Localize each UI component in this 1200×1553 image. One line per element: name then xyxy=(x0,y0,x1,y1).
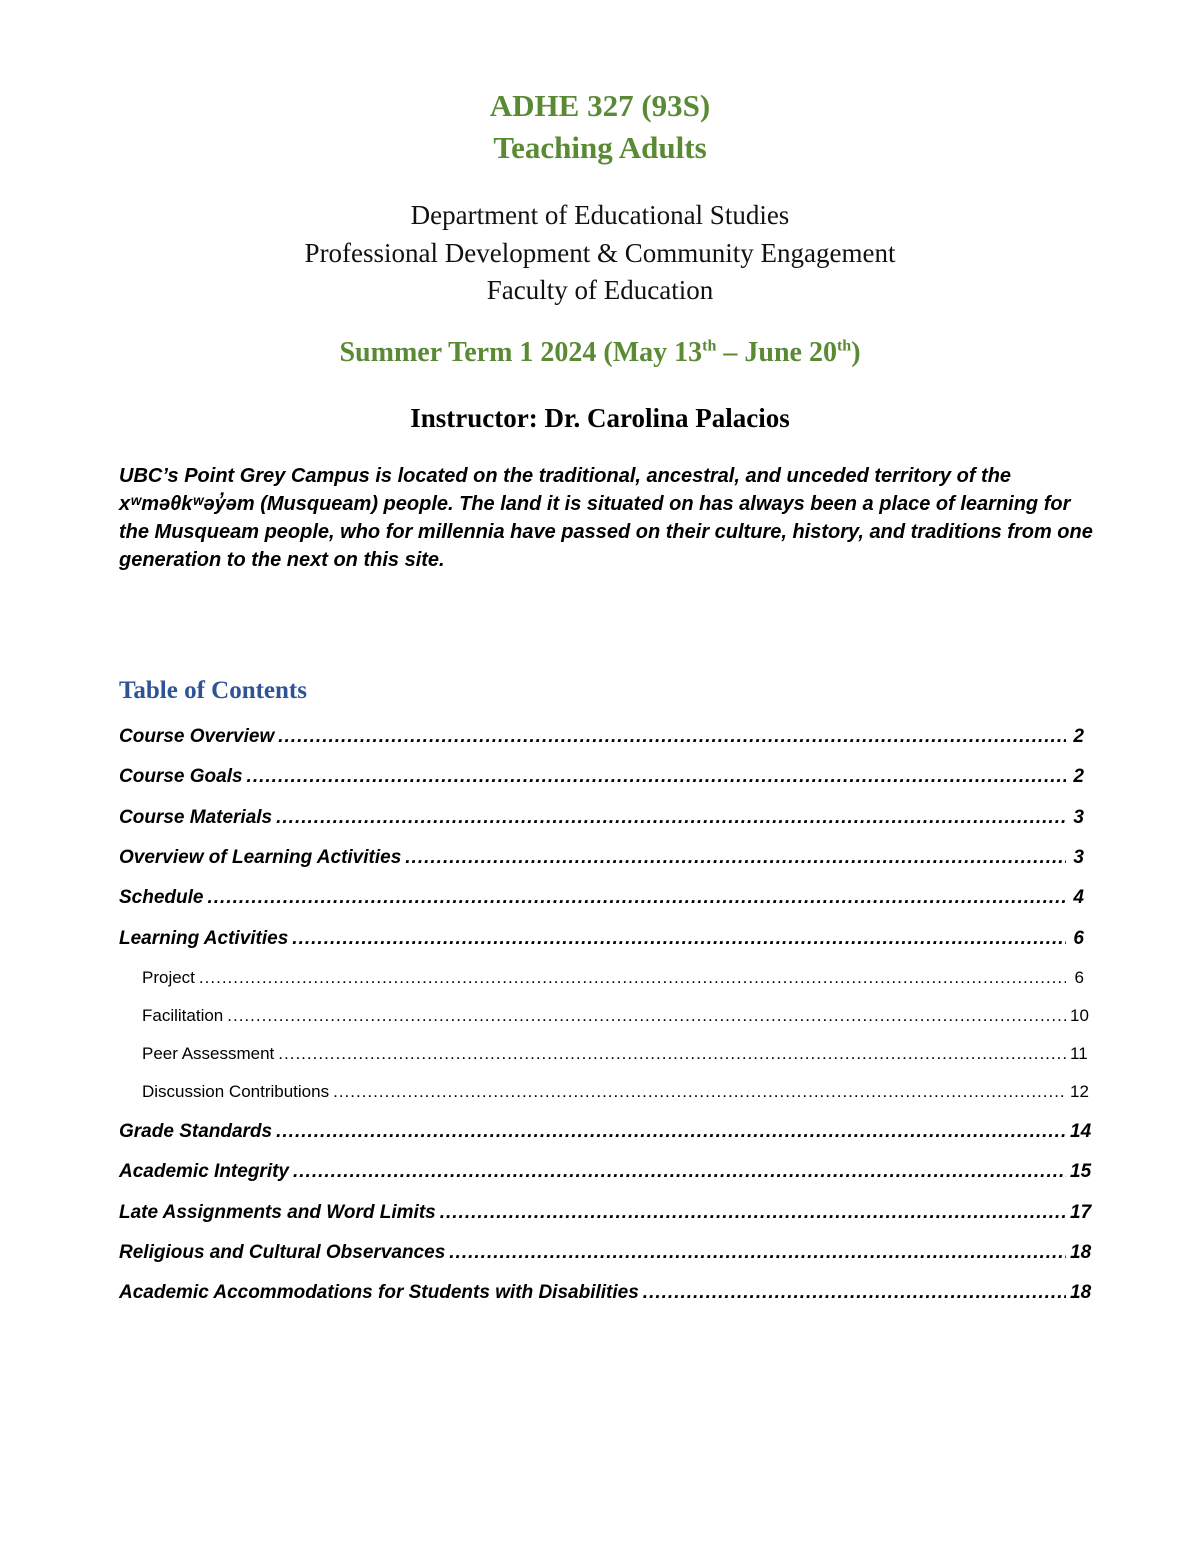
toc-entry[interactable] xyxy=(119,1121,1092,1143)
toc-entry-label: Academic Accommodations for Students with Disabilities xyxy=(119,1282,639,1303)
toc-leader xyxy=(333,1082,1066,1102)
toc-entry[interactable] xyxy=(119,1282,1092,1304)
term-text-mid: – June 20 xyxy=(716,337,837,368)
toc-entry-label: Discussion Contributions xyxy=(142,1082,330,1101)
toc-leader xyxy=(247,766,1066,788)
unit-line: Professional Development & Community Engagement xyxy=(304,238,896,268)
toc-entry-label: Project xyxy=(142,968,195,987)
toc-subentry[interactable] xyxy=(142,1082,1089,1102)
toc-entry-page: 15 xyxy=(1070,1161,1092,1182)
term-heading xyxy=(0,336,1200,370)
toc-entry-page: 6 xyxy=(1074,968,1084,987)
toc-entry[interactable] xyxy=(119,928,1084,950)
toc-entry[interactable] xyxy=(119,766,1084,788)
term-text-start: Summer Term 1 2024 (May 13 xyxy=(339,337,703,368)
term-ordinal-1: th xyxy=(702,337,717,355)
toc-entry-label: Late Assignments and Word Limits xyxy=(119,1202,436,1223)
toc-subentry[interactable] xyxy=(142,968,1084,988)
toc-entry-page: 2 xyxy=(1073,726,1084,747)
toc-leader xyxy=(643,1282,1066,1304)
toc-entry-label: Peer Assessment xyxy=(142,1044,275,1063)
toc-leader xyxy=(276,807,1066,829)
toc-entry[interactable] xyxy=(119,1161,1092,1183)
toc-entry-label: Schedule xyxy=(119,887,204,908)
toc-leader xyxy=(440,1202,1066,1224)
toc-entry-label: Facilitation xyxy=(142,1006,224,1025)
toc-entry-page: 17 xyxy=(1070,1202,1092,1223)
toc-leader xyxy=(207,887,1066,909)
toc-entry[interactable] xyxy=(119,807,1084,829)
toc-entry[interactable] xyxy=(119,1242,1092,1264)
toc-leader xyxy=(227,1006,1066,1026)
toc-entry-label: Overview of Learning Activities xyxy=(119,847,402,868)
toc-heading: Table of Contents xyxy=(119,677,307,704)
toc-entry-page: 4 xyxy=(1073,887,1084,908)
toc-entry-label: Religious and Cultural Observances xyxy=(119,1242,446,1263)
term-text-end: ) xyxy=(851,337,861,368)
toc-entry-label: Course Materials xyxy=(119,807,273,828)
toc-entry-page: 18 xyxy=(1070,1282,1092,1303)
toc-leader xyxy=(449,1242,1066,1264)
toc-entry-page: 3 xyxy=(1073,847,1084,868)
toc-entry-page: 6 xyxy=(1073,928,1084,949)
instructor-heading: Instructor: Dr. Carolina Palacios xyxy=(410,403,790,433)
course-code: ADHE 327 (93S) xyxy=(489,88,711,123)
toc-entry[interactable] xyxy=(119,1202,1092,1224)
toc-entry-page: 18 xyxy=(1070,1242,1092,1263)
toc-leader xyxy=(199,968,1066,988)
toc-entry-label: Course Goals xyxy=(119,766,243,787)
toc-leader xyxy=(278,726,1066,748)
toc-leader xyxy=(278,1044,1066,1064)
department-line: Department of Educational Studies xyxy=(410,200,790,230)
toc-entry-label: Academic Integrity xyxy=(119,1161,289,1182)
toc-entry-page: 14 xyxy=(1070,1121,1092,1142)
toc-leader xyxy=(292,928,1066,950)
faculty-line: Faculty of Education xyxy=(486,275,714,305)
course-title: Teaching Adults xyxy=(493,130,707,165)
toc-entry-label: Grade Standards xyxy=(119,1121,273,1142)
toc-leader xyxy=(293,1161,1066,1183)
toc-leader xyxy=(276,1121,1066,1143)
toc-subentry[interactable] xyxy=(142,1006,1089,1026)
toc-entry-page: 2 xyxy=(1073,766,1084,787)
term-ordinal-2: th xyxy=(836,337,852,355)
toc-entry[interactable] xyxy=(119,726,1084,748)
toc-entry-page: 12 xyxy=(1070,1082,1089,1101)
toc-entry-page: 11 xyxy=(1070,1044,1088,1063)
toc-entry-label: Learning Activities xyxy=(119,928,289,949)
toc-entry-page: 10 xyxy=(1070,1006,1089,1025)
toc-entry-page: 3 xyxy=(1073,807,1084,828)
toc-entry-label: Course Overview xyxy=(119,726,275,747)
toc-leader xyxy=(405,847,1066,869)
toc-entry[interactable] xyxy=(119,847,1084,869)
land-acknowledgement: UBC’s Point Grey Campus is located on the traditional, ancestral, and unceded territory of the xʷməθkʷəy̓əm (Musqueam) people. The land it is situated on has always been a place of learning for the Musqueam people, who for millennia have passed on their culture, history, and traditions from one generation to the next on this site. xyxy=(119,465,1093,571)
toc-entry[interactable] xyxy=(119,887,1084,909)
toc-subentry[interactable] xyxy=(142,1044,1088,1064)
